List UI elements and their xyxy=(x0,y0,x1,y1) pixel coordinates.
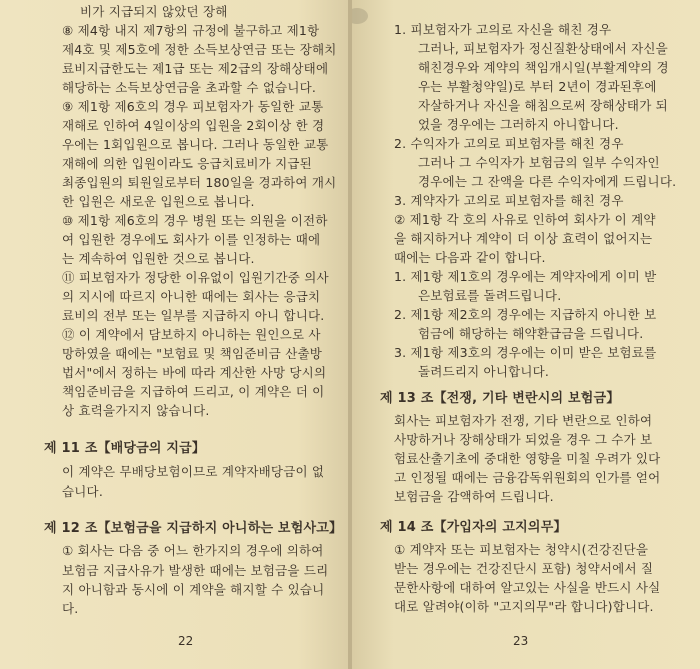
article-13-heading: 제 13 조【전쟁, 기타 변란시의 보험금】 xyxy=(380,391,620,406)
text-line: ⑩ 제1항 제6호의 경우 병원 또는 의원을 이전하 xyxy=(62,213,328,228)
text-line: 2. 제1항 제2호의 경우에는 지급하지 아니한 보 xyxy=(394,307,657,322)
page-number: 22 xyxy=(178,634,194,648)
text-line: ⑧ 제4항 내지 제7항의 규정에 불구하고 제1항 xyxy=(62,23,320,38)
text-line: 대로 알려야(이하 "고지의무"라 합니다)합니다. xyxy=(394,599,654,614)
text-line: 상 효력을가지지 않습니다. xyxy=(62,403,210,418)
text-line: 3. 계약자가 고의로 피보험자를 해친 경우 xyxy=(394,193,624,208)
text-line: 최종입원의 퇴원일로부터 180일을 경과하여 개시 xyxy=(62,175,337,190)
text-line: ② 제1항 각 호의 사유로 인하여 회사가 이 계약 xyxy=(394,212,656,227)
text-line: 해당하는 소득보상연금을 초과할 수 없습니다. xyxy=(62,80,317,95)
text-line: 해친경우와 계약의 책임개시일(부활계약의 경 xyxy=(418,60,669,75)
text-line: 료비지급한도는 제1급 또는 제2급의 장해상태에 xyxy=(62,61,329,76)
text-line: 사망하거나 장해상태가 되었을 경우 그 수가 보 xyxy=(394,432,653,447)
text-line: 이 계약은 무배당보험이므로 계약자배당금이 없 xyxy=(62,464,325,479)
text-line: 보험금 지급사유가 발생한 때에는 보험금을 드리 xyxy=(62,563,329,578)
text-line: ① 계약자 또는 피보험자는 청약시(건강진단을 xyxy=(394,542,649,557)
text-line: ⑨ 제1항 제6호의 경우 피보험자가 동일한 교통 xyxy=(62,99,324,114)
article-14-heading: 제 14 조【가입자의 고지의무】 xyxy=(380,520,567,535)
text-line: 고 인정될 때에는 금융감독위원회의 인가를 얻어 xyxy=(394,470,661,485)
right-page xyxy=(352,0,700,669)
text-line: 는 계속하여 입원한 것으로 봅니다. xyxy=(62,251,255,266)
text-line: 1. 제1항 제1호의 경우에는 계약자에게 이미 받 xyxy=(394,269,657,284)
text-line: 었을 경우에는 그러하지 아니합니다. xyxy=(418,117,619,132)
page-number: 23 xyxy=(513,634,529,648)
text-line: 우에는 1회입원으로 봅니다. 그러나 동일한 교통 xyxy=(62,137,329,152)
text-line: 1. 피보험자가 고의로 자신을 해친 경우 xyxy=(394,22,612,37)
text-line: 제4호 및 제5호에 정한 소득보상연금 또는 장해치 xyxy=(62,42,337,57)
text-line: 험금에 해당하는 해약환급금을 드립니다. xyxy=(418,326,644,341)
article-12-heading: 제 12 조【보험금을 지급하지 아니하는 보험사고】 xyxy=(44,521,343,536)
article-11-heading: 제 11 조【배당금의 지급】 xyxy=(44,441,206,456)
text-line: 한 입원은 새로운 입원으로 봅니다. xyxy=(62,194,255,209)
text-line: 재해에 의한 입원이라도 응급치료비가 지급된 xyxy=(62,156,312,171)
text-line: 돌려드리지 아니합니다. xyxy=(418,364,550,379)
text-line: 법서"에서 정하는 바에 따라 계산한 사망 당시의 xyxy=(62,365,327,380)
text-line: 3. 제1항 제3호의 경우에는 이미 받은 보험료를 xyxy=(394,345,657,360)
text-line: 문한사항에 대하여 알고있는 사실을 반드시 사실 xyxy=(394,580,661,595)
text-line: 경우에는 그 잔액을 다른 수익자에게 드립니다. xyxy=(418,174,677,189)
text-line: 지 아니함과 동시에 이 계약을 해지할 수 있습니 xyxy=(62,582,325,597)
text-line: 그러나 그 수익자가 보험금의 일부 수익자인 xyxy=(418,155,660,170)
stain xyxy=(352,8,368,24)
text-line: ⑪ 피보험자가 정당한 이유없이 입원기간중 의사 xyxy=(62,270,329,285)
text-line: 받는 경우에는 건강진단시 포함) 청약서에서 질 xyxy=(394,561,654,576)
text-line: ① 회사는 다음 중 어느 한가지의 경우에 의하여 xyxy=(62,543,324,558)
text-line: 회사는 피보험자가 전쟁, 기타 변란으로 인하여 xyxy=(394,413,653,428)
text-line: 재해로 인하여 4일이상의 입원을 2회이상 한 경 xyxy=(62,118,325,133)
text-line: 여 입원한 경우에도 회사가 이를 인정하는 때에 xyxy=(62,232,321,247)
text-line: 자살하거나 자신을 해침으로써 장해상태가 되 xyxy=(418,98,668,113)
text-line: 은보험료를 돌려드립니다. xyxy=(418,288,562,303)
text-line: 의 지시에 따르지 아니한 때에는 회사는 응급치 xyxy=(62,289,321,304)
text-line: 보험금을 감액하여 드립니다. xyxy=(394,489,554,504)
text-line: 습니다. xyxy=(62,484,103,499)
text-line: 망하였을 때에는 "보험료 및 책임준비금 산출방 xyxy=(62,346,323,361)
text-line: 료비의 전부 또는 일부를 지급하지 아니 합니다. xyxy=(62,308,325,323)
text-line: 비가 지급되지 않았던 장해 xyxy=(80,4,228,19)
text-line: 그러나, 피보험자가 정신질환상태에서 자신을 xyxy=(418,41,668,56)
text-line: 을 해지하거나 계약이 더 이상 효력이 없어지는 xyxy=(394,231,653,246)
text-line: 험료산출기초에 중대한 영향을 미칠 우려가 있다 xyxy=(394,451,661,466)
text-line: ⑫ 이 계약에서 담보하지 아니하는 원인으로 사 xyxy=(62,327,321,342)
text-line: 2. 수익자가 고의로 피보험자를 해친 경우 xyxy=(394,136,624,151)
text-line: 우는 부활청약일)로 부터 2년이 경과된후에 xyxy=(418,79,657,94)
text-line: 책임준비금을 지급하여 드리고, 이 계약은 더 이 xyxy=(62,384,325,399)
text-line: 때에는 다음과 같이 합니다. xyxy=(394,250,546,265)
text-line: 다. xyxy=(62,601,79,616)
